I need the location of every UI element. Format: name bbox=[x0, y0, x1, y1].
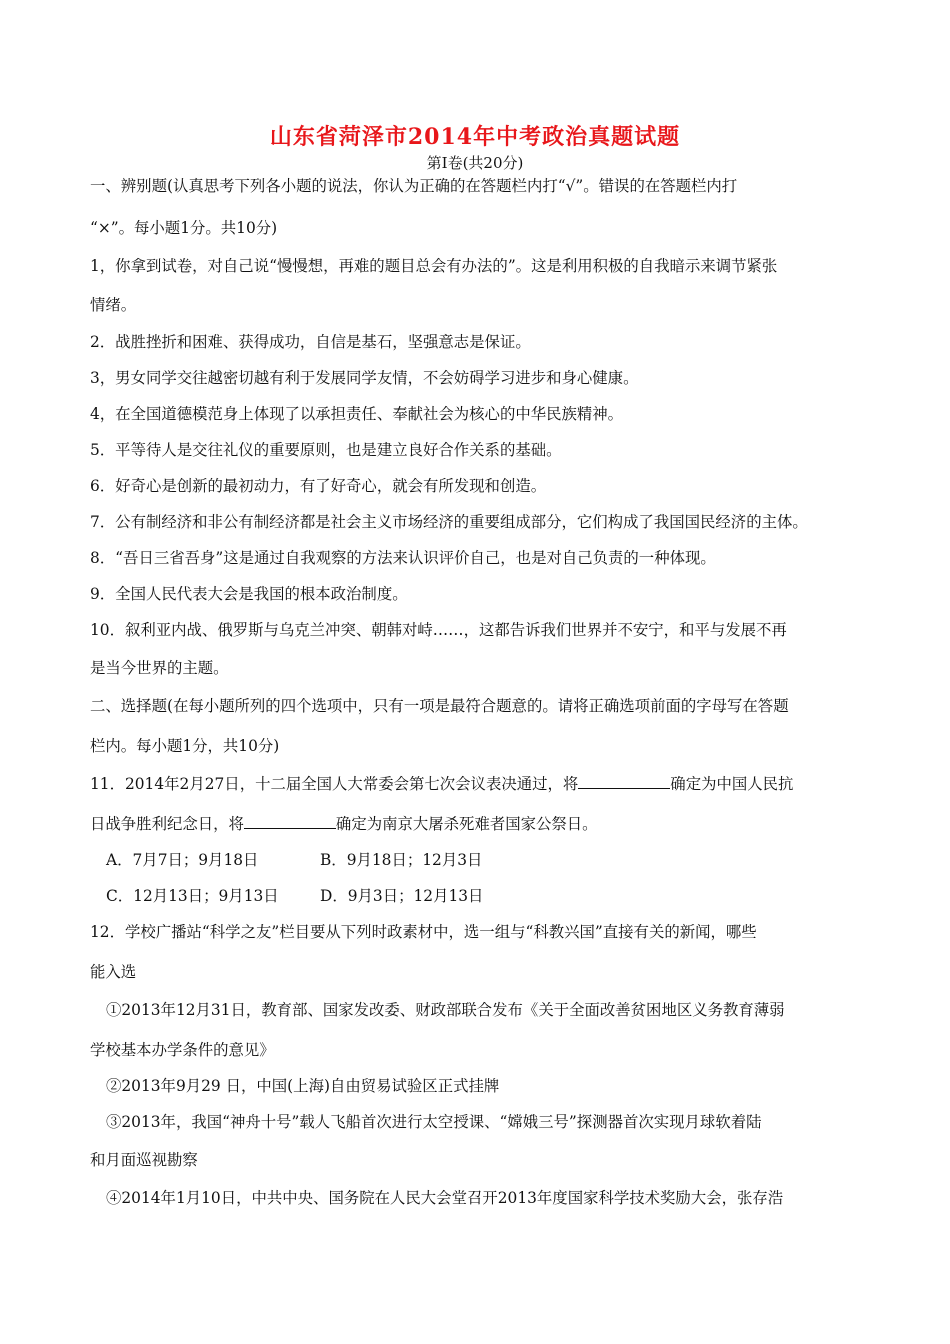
question-11-text-c: 日战争胜利纪念日，将 bbox=[90, 815, 244, 833]
question-11-option-d: D．9月3日；12月13日 bbox=[320, 887, 484, 905]
question-12-line2: 能入选 bbox=[90, 963, 137, 981]
section2-heading-line1: 二、选择题(在每小题所列的四个选项中，只有一项是最符合题意的。请将正确选项前面的字母写在答题 bbox=[90, 697, 789, 715]
question-11-line2 bbox=[90, 814, 598, 834]
question-11-option-b: B．9月18日；12月3日 bbox=[320, 851, 483, 869]
question-3: 3，男女同学交往越密切越有利于发展同学友情，不会妨碍学习进步和身心健康。 bbox=[90, 369, 639, 387]
question-7: 7．公有制经济和非公有制经济都是社会主义市场经济的重要组成部分，它们构成了我国国民经济的主体。 bbox=[90, 513, 808, 531]
question-12-item2: ②2013年9月29 日，中国(上海)自由贸易试验区正式挂牌 bbox=[106, 1077, 500, 1095]
question-1-line1: 1，你拿到试卷，对自己说“慢慢想，再难的题目总会有办法的”。这是利用积极的自我暗示来调节紧张 bbox=[90, 257, 778, 275]
question-11-text-b: 确定为中国人民抗 bbox=[670, 775, 794, 793]
question-12-item4-line1: ④2014年1月10日，中共中央、国务院在人民大会堂召开2013年度国家科学技术奖励大会，张存浩 bbox=[106, 1189, 784, 1207]
question-8: 8．“吾日三省吾身”这是通过自我观察的方法来认识评价自己，也是对自己负责的一种体现。 bbox=[90, 549, 716, 567]
question-12-item1-line1: ①2013年12月31日，教育部、国家发改委、财政部联合发布《关于全面改善贫困地区义务教育薄弱 bbox=[106, 1001, 785, 1019]
question-12-item1-line2: 学校基本办学条件的意见》 bbox=[90, 1041, 275, 1059]
page-subtitle: 第Ⅰ卷(共20分) bbox=[426, 154, 524, 172]
question-4: 4，在全国道德模范身上体现了以承担责任、奉献社会为核心的中华民族精神。 bbox=[90, 405, 624, 423]
question-9: 9．全国人民代表大会是我国的根本政治制度。 bbox=[90, 585, 408, 603]
page-title: 山东省菏泽市2014年中考政治真题试题 bbox=[269, 124, 681, 150]
question-12-line1: 12．学校广播站“科学之友”栏目要从下列时政素材中，选一组与“科教兴国”直接有关的新闻，哪些 bbox=[90, 923, 757, 941]
question-1-line2: 情绪。 bbox=[90, 296, 137, 314]
question-6: 6．好奇心是创新的最初动力，有了好奇心，就会有所发现和创造。 bbox=[90, 477, 547, 495]
section2-heading-line2: 栏内。每小题1分，共10分) bbox=[90, 737, 280, 755]
question-10-line2: 是当今世界的主题。 bbox=[90, 659, 229, 677]
answer-blank-2 bbox=[244, 814, 336, 829]
section1-heading-line1: 一、辨别题(认真思考下列各小题的说法，你认为正确的在答题栏内打“√”。错误的在答题栏内打 bbox=[90, 177, 738, 195]
section1-heading-line2: “×”。每小题1分。共10分) bbox=[90, 219, 278, 237]
question-11-text-d: 确定为南京大屠杀死难者国家公祭日。 bbox=[335, 815, 598, 833]
question-11-line1 bbox=[90, 774, 793, 794]
question-12-item3-line2: 和月面巡视勘察 bbox=[90, 1151, 198, 1169]
question-12-item3-line1: ③2013年，我国“神舟十号”载人飞船首次进行太空授课、“嫦娥三号”探测器首次实现月球软着陆 bbox=[106, 1113, 762, 1131]
question-11-text-a: 11．2014年2月27日，十二届全国人大常委会第七次会议表决通过，将 bbox=[90, 775, 579, 793]
question-5: 5．平等待人是交往礼仪的重要原则，也是建立良好合作关系的基础。 bbox=[90, 441, 562, 459]
question-11-option-c: C．12月13日；9月13日 bbox=[106, 887, 279, 905]
question-10-line1: 10．叙利亚内战、俄罗斯与乌克兰冲突、朝韩对峙……，这都告诉我们世界并不安宁，和平与发展不再 bbox=[90, 621, 787, 639]
question-2: 2．战胜挫折和困难、获得成功，自信是基石，坚强意志是保证。 bbox=[90, 333, 531, 351]
question-11-option-a: A．7月7日；9月18日 bbox=[106, 851, 259, 869]
answer-blank-1 bbox=[578, 774, 670, 789]
